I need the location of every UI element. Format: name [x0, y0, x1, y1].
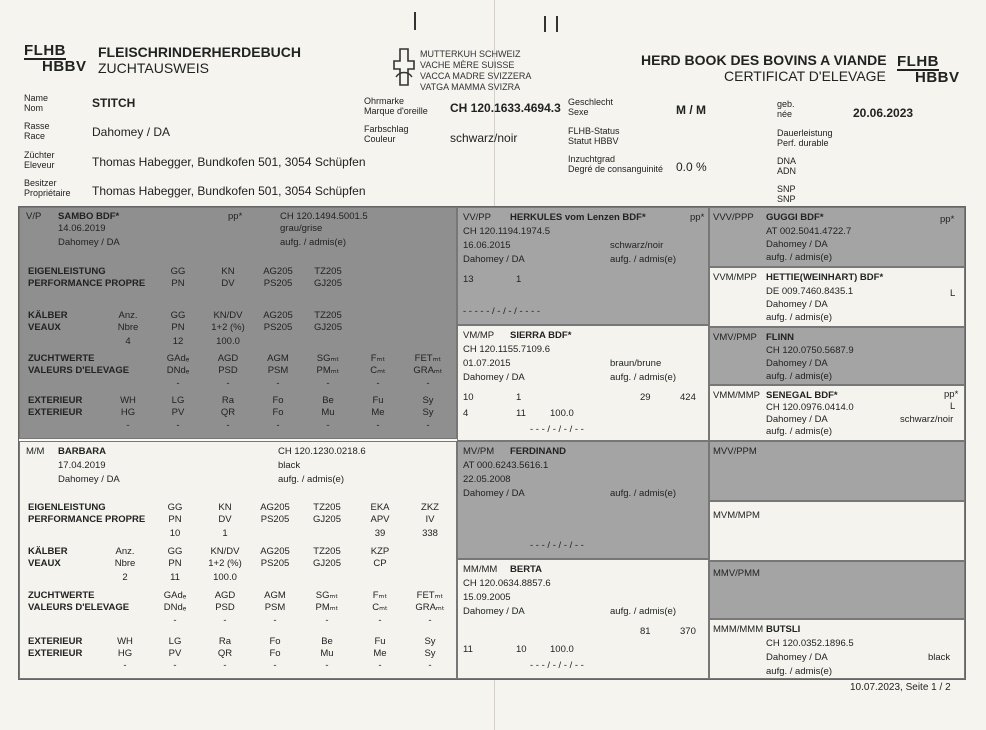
sire-ext-value: - — [276, 420, 280, 431]
vm-dashes: - - - / - / - / - - — [530, 424, 584, 435]
dam-breed-value: - — [428, 615, 432, 626]
vvv-name: GUGGI BDF* — [766, 212, 824, 223]
vmm-race: Dahomey / DA — [766, 414, 828, 425]
sire-breed-col: AGM PSM — [267, 353, 289, 376]
vmv-name: FLINN — [766, 332, 794, 343]
sire-breed-col: Fₘₜ Cₘₜ — [370, 353, 386, 376]
vm-stat: 1 — [516, 392, 522, 403]
dam-breed-col: GAdₑ DNdₑ — [163, 590, 187, 613]
mv-code: MV/PM — [463, 446, 495, 457]
mm-id: CH 120.0634.8857.6 — [463, 578, 551, 589]
flhb-logo-right — [897, 55, 960, 85]
dam-perf-value: 338 — [422, 528, 438, 539]
dam-calf-col: GG PN — [167, 546, 183, 569]
sire-breed-col: SGₘₜ PMₘₜ — [316, 353, 340, 376]
sire-breed-value: - — [426, 378, 430, 389]
dam-panel — [19, 441, 457, 679]
dam-breed-col: Fₘₜ Cₘₜ — [372, 590, 388, 613]
center-logo-line: VATGA MAMMA SVIZRA — [420, 82, 521, 92]
dam-breed-value: - — [173, 615, 177, 626]
sire-pp: pp* — [228, 211, 243, 222]
ggp-mmv-panel — [709, 561, 965, 619]
sire-perf-col: AG205 PS205 — [263, 266, 293, 289]
dam-ext-col: Ra QR — [217, 636, 233, 659]
dam-breed-col: FETₘₜ GRAₘₜ — [415, 590, 445, 613]
flhb-logo-left — [24, 44, 87, 74]
left-title: FLEISCHRINDERHERDEBUCH — [98, 44, 302, 60]
mmm-name: BUTSLI — [766, 624, 801, 635]
mmm-color: black — [928, 652, 951, 663]
dam-ext-col: Be Mu — [320, 636, 334, 659]
center-logo-line: VACHE MÈRE SUISSE — [420, 60, 515, 70]
dam-race: Dahomey / DA — [58, 474, 120, 485]
dam-ext-value: - — [223, 660, 227, 671]
animal-owner: Thomas Habegger, Bundkofen 501, 3054 Schüpfen — [92, 184, 366, 198]
mm-code: MM/MM — [463, 564, 498, 575]
dam-ext-col: LG PV — [168, 636, 182, 659]
vmm-id: CH 120.0976.0414.0 — [766, 402, 854, 413]
dam-ext-col: Fo Fo — [269, 636, 281, 659]
sire-name: SAMBO BDF* — [58, 211, 120, 222]
status-label: FLHB-Status Statut HBBV — [568, 126, 620, 146]
sire-ext-title: EXTERIEUR EXTERIEUR — [28, 395, 83, 418]
sire-color: grau/grise — [280, 223, 323, 234]
sire-breed-title: ZUCHTWERTE VALEURS D'ELEVAGE — [28, 353, 130, 376]
sire-perf-col: KN DV — [221, 266, 235, 289]
dam-breed-title: ZUCHTWERTE VALEURS D'ELEVAGE — [28, 590, 130, 613]
sire-ext-col: WH HG — [120, 395, 136, 418]
mv-race: Dahomey / DA — [463, 488, 525, 499]
dam-calf-col: TZ205 GJ205 — [313, 546, 341, 569]
sire-ext-col: LG PV — [171, 395, 185, 418]
animal-color: schwarz/noir — [450, 131, 518, 145]
grandsire-vv-panel — [457, 207, 709, 325]
dam-code: M/M — [26, 446, 45, 457]
born-label: geb. née — [777, 99, 795, 119]
dam-breed-col: AGD PSD — [214, 590, 236, 613]
vmm-pp: pp* — [944, 389, 959, 400]
dam-ext-title: EXTERIEUR EXTERIEUR — [28, 636, 83, 659]
dam-perf-col: TZ205 GJ205 — [313, 502, 341, 525]
vvm-name: HETTIE(WEINHART) BDF* — [766, 272, 884, 283]
dam-breed-col: AGM PSM — [264, 590, 286, 613]
vvm-flag: L — [950, 288, 956, 299]
inbreeding-label: Inzuchtgrad Degré de consanguinité — [568, 154, 664, 174]
dam-ext-value: - — [325, 660, 329, 671]
center-logo-text — [420, 49, 531, 93]
sire-breed-col: FETₘₜ GRAₘₜ — [413, 353, 443, 376]
vv-code: VV/PP — [463, 212, 491, 223]
vv-color: schwarz/noir — [610, 240, 664, 251]
logo-line1: FLHB — [24, 42, 66, 59]
sire-breed-value: - — [376, 378, 380, 389]
dam-ext-value: - — [378, 660, 382, 671]
dam-status: aufg. / admis(e) — [278, 474, 344, 485]
mmm-status: aufg. / admis(e) — [766, 666, 832, 677]
sex-label: Geschlecht Sexe — [568, 97, 614, 117]
mv-status: aufg. / admis(e) — [610, 488, 676, 499]
dam-perf-col: AG205 PS205 — [260, 502, 290, 525]
dam-perf-value: 10 — [169, 528, 181, 539]
vvv-code: VVV/PPP — [713, 212, 754, 223]
animal-breeder: Thomas Habegger, Bundkofen 501, 3054 Schüpfen — [92, 155, 366, 169]
name-label: Name Nom — [24, 93, 49, 113]
animal-sex: M / M — [676, 103, 706, 117]
vv-race: Dahomey / DA — [463, 254, 525, 265]
dam-calf-value: 11 — [170, 572, 180, 583]
mmv-code: MMV/PMM — [713, 568, 760, 579]
vmm-flag: L — [950, 401, 956, 412]
sire-ext-col: Ra QR — [220, 395, 236, 418]
dam-perf-value: 1 — [222, 528, 228, 539]
vm-race: Dahomey / DA — [463, 372, 525, 383]
dam-name: BARBARA — [58, 446, 107, 457]
sire-perf-col: GG PN — [170, 266, 186, 289]
center-logo-line: MUTTERKUH SCHWEIZ — [420, 49, 521, 59]
dam-born: 17.04.2019 — [58, 460, 106, 471]
animal-eartag: CH 120.1633.4694.3 — [450, 101, 561, 115]
granddam-vm-panel — [457, 325, 709, 441]
animal-born: 20.06.2023 — [853, 106, 914, 120]
sire-breed-value: - — [226, 378, 230, 389]
mm-stat: 100.0 — [550, 644, 574, 655]
vv-name: HERKULES vom Lenzen BDF* — [510, 212, 646, 223]
vvv-pp: pp* — [940, 214, 955, 225]
dam-calf-title: KÄLBER VEAUX — [28, 546, 68, 569]
logo-line1: FLHB — [897, 53, 939, 70]
dam-perf-col: ZKZ IV — [421, 502, 439, 525]
animal-name: STITCH — [92, 96, 136, 110]
ggp-mvm-panel — [709, 501, 965, 561]
sire-ext-value: - — [126, 420, 130, 431]
sire-breed-value: - — [176, 378, 180, 389]
sire-perf-col: TZ205 GJ205 — [314, 266, 342, 289]
mmm-id: CH 120.0352.1896.5 — [766, 638, 854, 649]
dam-perf-col: GG PN — [167, 502, 183, 525]
vm-stat: 29 — [640, 392, 651, 403]
mmm-race: Dahomey / DA — [766, 652, 828, 663]
vmv-code: VMV/PMP — [713, 332, 757, 343]
vmm-name: SENEGAL BDF* — [766, 390, 838, 401]
mm-born: 15.09.2005 — [463, 592, 511, 603]
mvv-code: MVV/PPM — [713, 446, 757, 457]
sire-calf-col: KN/DV 1+2 (%) — [211, 310, 245, 333]
sire-calf-col: AG205 PS205 — [263, 310, 293, 333]
sire-calf-value: 4 — [125, 336, 131, 347]
sire-ext-col: Fo Fo — [272, 395, 284, 418]
sire-code: V/P — [26, 211, 42, 222]
vmm-status: aufg. / admis(e) — [766, 426, 832, 437]
dam-breed-col: SGₘₜ PMₘₜ — [315, 590, 339, 613]
sire-born: 14.06.2019 — [58, 223, 106, 234]
vmv-id: CH 120.0750.5687.9 — [766, 345, 854, 356]
vmv-status: aufg. / admis(e) — [766, 371, 832, 382]
vm-status: aufg. / admis(e) — [610, 372, 676, 383]
vm-born: 01.07.2015 — [463, 358, 511, 369]
dam-calf-col: KZP CP — [370, 546, 390, 569]
dam-id: CH 120.1230.0218.6 — [278, 446, 366, 457]
sire-perf-title: EIGENLEISTUNG PERFORMANCE PROPRE — [28, 266, 146, 289]
dam-perf-col: KN DV — [218, 502, 232, 525]
vm-stat: 424 — [680, 392, 696, 403]
dam-calf-col: Anz. Nbre — [114, 546, 136, 569]
punch-mark — [544, 16, 546, 32]
ggp-vvv-panel — [709, 207, 965, 267]
mmm-code: MMM/MMM — [713, 624, 764, 635]
mvm-code: MVM/MPM — [713, 510, 760, 521]
sire-race: Dahomey / DA — [58, 237, 120, 248]
vv-stat: 13 — [463, 274, 474, 285]
race-label: Rasse Race — [24, 121, 50, 141]
sire-calf-col: Anz. Nbre — [117, 310, 139, 333]
sire-ext-value: - — [426, 420, 430, 431]
logo-line2: HBBV — [915, 69, 960, 86]
ggp-mvv-panel — [709, 441, 965, 501]
animal-race: Dahomey / DA — [92, 125, 171, 139]
vv-pp: pp* — [690, 212, 705, 223]
sire-breed-col: GAdₑ DNdₑ — [166, 353, 190, 376]
mm-stat: 11 — [463, 644, 473, 655]
snp-label: SNP SNP — [777, 184, 796, 204]
sire-breed-col: AGD PSD — [217, 353, 239, 376]
dam-breed-value: - — [325, 615, 329, 626]
sire-calf-value: 100.0 — [216, 336, 240, 347]
vmm-color: schwarz/noir — [900, 414, 954, 425]
vm-stat: 100.0 — [550, 408, 574, 419]
vvv-status: aufg. / admis(e) — [766, 252, 832, 263]
vm-name: SIERRA BDF* — [510, 330, 572, 341]
dam-calf-col: KN/DV 1+2 (%) — [208, 546, 242, 569]
vvm-id: DE 009.7460.8435.1 — [766, 286, 854, 297]
sire-breed-value: - — [326, 378, 330, 389]
dna-label: DNA ADN — [777, 156, 797, 176]
dam-breed-value: - — [223, 615, 227, 626]
dam-ext-value: - — [123, 660, 127, 671]
dam-calf-value: 2 — [122, 572, 128, 583]
vm-stat: 11 — [516, 408, 526, 419]
vvv-id: AT 002.5041.4722.7 — [766, 226, 852, 237]
sire-ext-value: - — [226, 420, 230, 431]
sire-breed-value: - — [276, 378, 280, 389]
sire-ext-col: Be Mu — [321, 395, 335, 418]
vvm-code: VVM/MPP — [713, 272, 757, 283]
dam-calf-value: 100.0 — [213, 572, 237, 583]
owner-label: Besitzer Propriétaire — [24, 178, 71, 198]
mm-race: Dahomey / DA — [463, 606, 525, 617]
sire-ext-col: Sy Sy — [422, 395, 434, 418]
dam-breed-value: - — [378, 615, 382, 626]
punch-mark — [414, 12, 416, 30]
vmv-race: Dahomey / DA — [766, 358, 828, 369]
mm-stat: 10 — [516, 644, 527, 655]
mm-stat: 81 — [640, 626, 651, 637]
dam-ext-value: - — [273, 660, 277, 671]
vv-id: CH 120.1194.1974.5 — [463, 226, 550, 237]
sire-ext-col: Fu Me — [371, 395, 385, 418]
vm-stat: 10 — [463, 392, 474, 403]
dam-ext-col: Fu Me — [373, 636, 387, 659]
left-subtitle: ZUCHTAUSWEIS — [98, 60, 209, 76]
granddam-mm-panel — [457, 559, 709, 679]
sire-status: aufg. / admis(e) — [280, 237, 346, 248]
vm-stat: 4 — [463, 408, 469, 419]
dam-ext-col: WH HG — [117, 636, 133, 659]
grandsire-mv-panel — [457, 441, 709, 559]
vv-stat: 1 — [516, 274, 522, 285]
pedigree-grid — [18, 206, 966, 680]
vm-id: CH 120.1155.7109.6 — [463, 344, 550, 355]
color-label: Farbschlag Couleur — [364, 124, 409, 144]
logo-line2: HBBV — [42, 58, 87, 75]
vm-color: braun/brune — [610, 358, 662, 369]
mm-status: aufg. / admis(e) — [610, 606, 676, 617]
sire-calf-value: 12 — [172, 336, 184, 347]
vmm-code: VMM/MMP — [713, 390, 760, 401]
mm-name: BERTA — [510, 564, 543, 575]
sire-ext-value: - — [326, 420, 330, 431]
vv-dashes: - - - - - / - / - / - - - - — [463, 306, 541, 317]
ggp-vmm-panel — [709, 385, 965, 441]
sire-panel — [19, 207, 457, 439]
eartag-label: Ohrmarke Marque d'oreille — [364, 96, 428, 116]
vm-code: VM/MP — [463, 330, 495, 341]
vv-born: 16.06.2015 — [463, 240, 511, 251]
mm-dashes: - - - / - / - / - - — [530, 660, 584, 671]
sire-ext-value: - — [176, 420, 180, 431]
mm-stat: 370 — [680, 626, 696, 637]
vvv-race: Dahomey / DA — [766, 239, 828, 250]
animal-inbreeding: 0.0 % — [676, 160, 707, 174]
vvm-race: Dahomey / DA — [766, 299, 828, 310]
mv-id: AT 000.6243.5616.1 — [463, 460, 549, 471]
sire-ext-value: - — [376, 420, 380, 431]
mv-name: FERDINAND — [510, 446, 566, 457]
vv-status: aufg. / admis(e) — [610, 254, 676, 265]
dam-perf-title: EIGENLEISTUNG PERFORMANCE PROPRE — [28, 502, 146, 525]
sire-id: CH 120.1494.5001.5 — [280, 211, 368, 222]
dam-breed-value: - — [273, 615, 277, 626]
breeder-label: Züchter Eleveur — [24, 150, 55, 170]
sire-calf-title: KÄLBER VEAUX — [28, 310, 68, 333]
mutterkuh-emblem-icon — [390, 47, 418, 87]
sire-calf-col: TZ205 GJ205 — [314, 310, 342, 333]
perf-label: Dauerleistung Perf. durable — [777, 128, 833, 148]
footer-date-page: 10.07.2023, Seite 1 / 2 — [850, 682, 951, 693]
dam-ext-value: - — [428, 660, 432, 671]
sire-calf-col: GG PN — [170, 310, 186, 333]
dam-calf-col: AG205 PS205 — [260, 546, 290, 569]
right-subtitle: CERTIFICAT D'ELEVAGE — [724, 68, 886, 84]
dam-color: black — [278, 460, 301, 471]
right-title: HERD BOOK DES BOVINS A VIANDE — [641, 52, 887, 68]
dam-perf-col: EKA APV — [370, 502, 390, 525]
mv-born: 22.05.2008 — [463, 474, 511, 485]
dam-ext-col: Sy Sy — [424, 636, 436, 659]
punch-mark — [556, 16, 558, 32]
center-logo-line: VACCA MADRE SVIZZERA — [420, 71, 532, 81]
mv-dashes: - - - / - / - / - - — [530, 540, 584, 551]
vvm-status: aufg. / admis(e) — [766, 312, 832, 323]
ggp-mmm-panel — [709, 619, 965, 679]
dam-ext-value: - — [173, 660, 177, 671]
ggp-vvm-panel — [709, 267, 965, 327]
ggp-vmv-panel — [709, 327, 965, 385]
dam-perf-value: 39 — [374, 528, 386, 539]
